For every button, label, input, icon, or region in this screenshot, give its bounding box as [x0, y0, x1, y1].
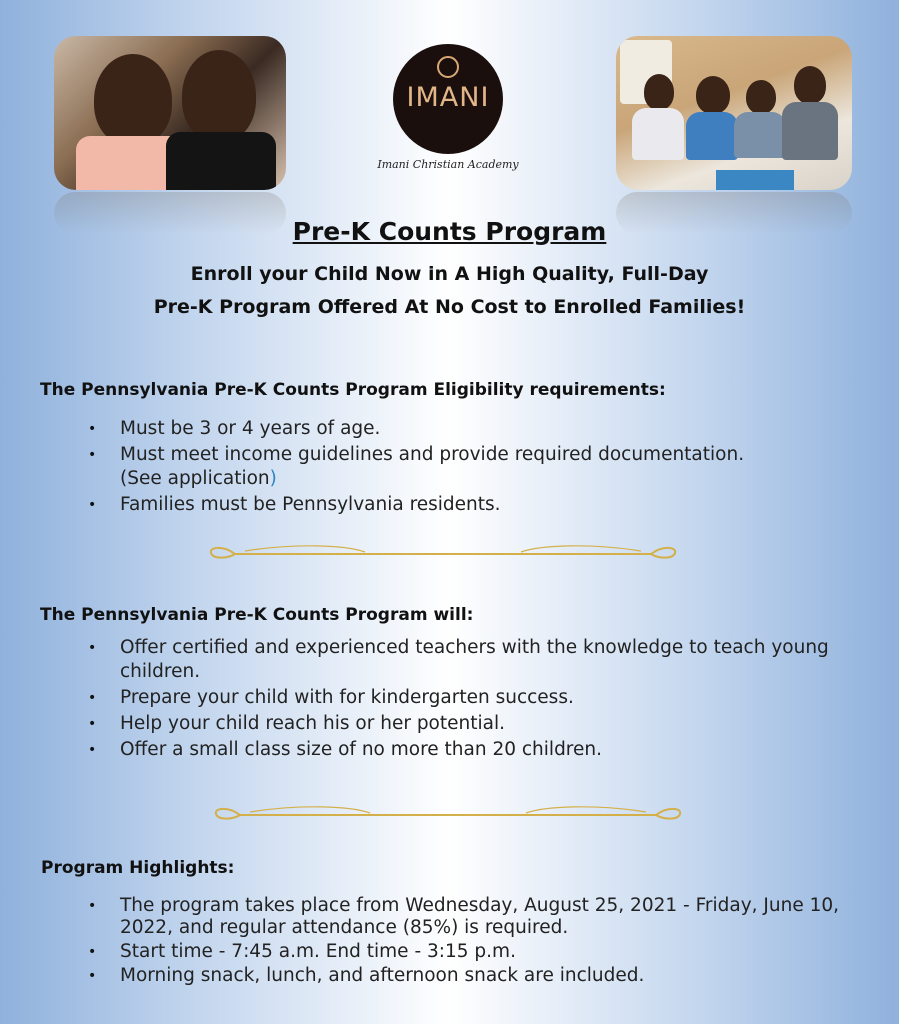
logo-text: IMANI: [406, 82, 490, 113]
list-item: • Offer a small class size of no more than 20 children.: [82, 738, 842, 762]
list-item: • Help your child reach his or her potential.: [82, 712, 842, 736]
subtitle-line-1: Enroll your Child Now in A High Quality, Full-Day: [190, 263, 709, 285]
gold-divider: [205, 541, 681, 567]
page-title: Pre-K Counts Program: [292, 217, 607, 246]
highlights-list: [82, 895, 862, 989]
list-item: • Must be 3 or 4 years of age.: [82, 417, 842, 441]
subtitle-line-2: Pre-K Program Offered At No Cost to Enrolled Families!: [153, 296, 746, 318]
imani-logo: [393, 44, 503, 154]
eligibility-heading: The Pennsylvania Pre-K Counts Program Eligibility requirements:: [40, 380, 666, 400]
list-item: • Families must be Pennsylvania residents.: [82, 493, 842, 517]
list-item: • Morning snack, lunch, and afternoon snack are included.: [82, 965, 862, 987]
list-item: • Must meet income guidelines and provide required documentation. (See application): [82, 443, 842, 491]
list-item: • The program takes place from Wednesday, August 25, 2021 - Friday, June 10, 2022, and regular attendance (85%) is required.: [82, 895, 862, 939]
list-item: • Start time - 7:45 a.m. End time - 3:15 p.m.: [82, 941, 862, 963]
eligibility-list: [82, 417, 842, 519]
gold-divider: [210, 802, 686, 828]
logo-emblem-icon: [437, 56, 459, 78]
list-item: • Offer certified and experienced teachers with the knowledge to teach young children.: [82, 636, 842, 684]
highlights-heading: Program Highlights:: [41, 858, 235, 878]
list-item: • Prepare your child with for kindergarten success.: [82, 686, 842, 710]
logo-subtitle: Imani Christian Academy: [377, 158, 519, 171]
program-will-heading: The Pennsylvania Pre-K Counts Program will:: [40, 605, 474, 625]
photo-two-girls: [54, 36, 286, 190]
photo-four-children: [616, 36, 852, 190]
program-will-list: [82, 636, 842, 764]
